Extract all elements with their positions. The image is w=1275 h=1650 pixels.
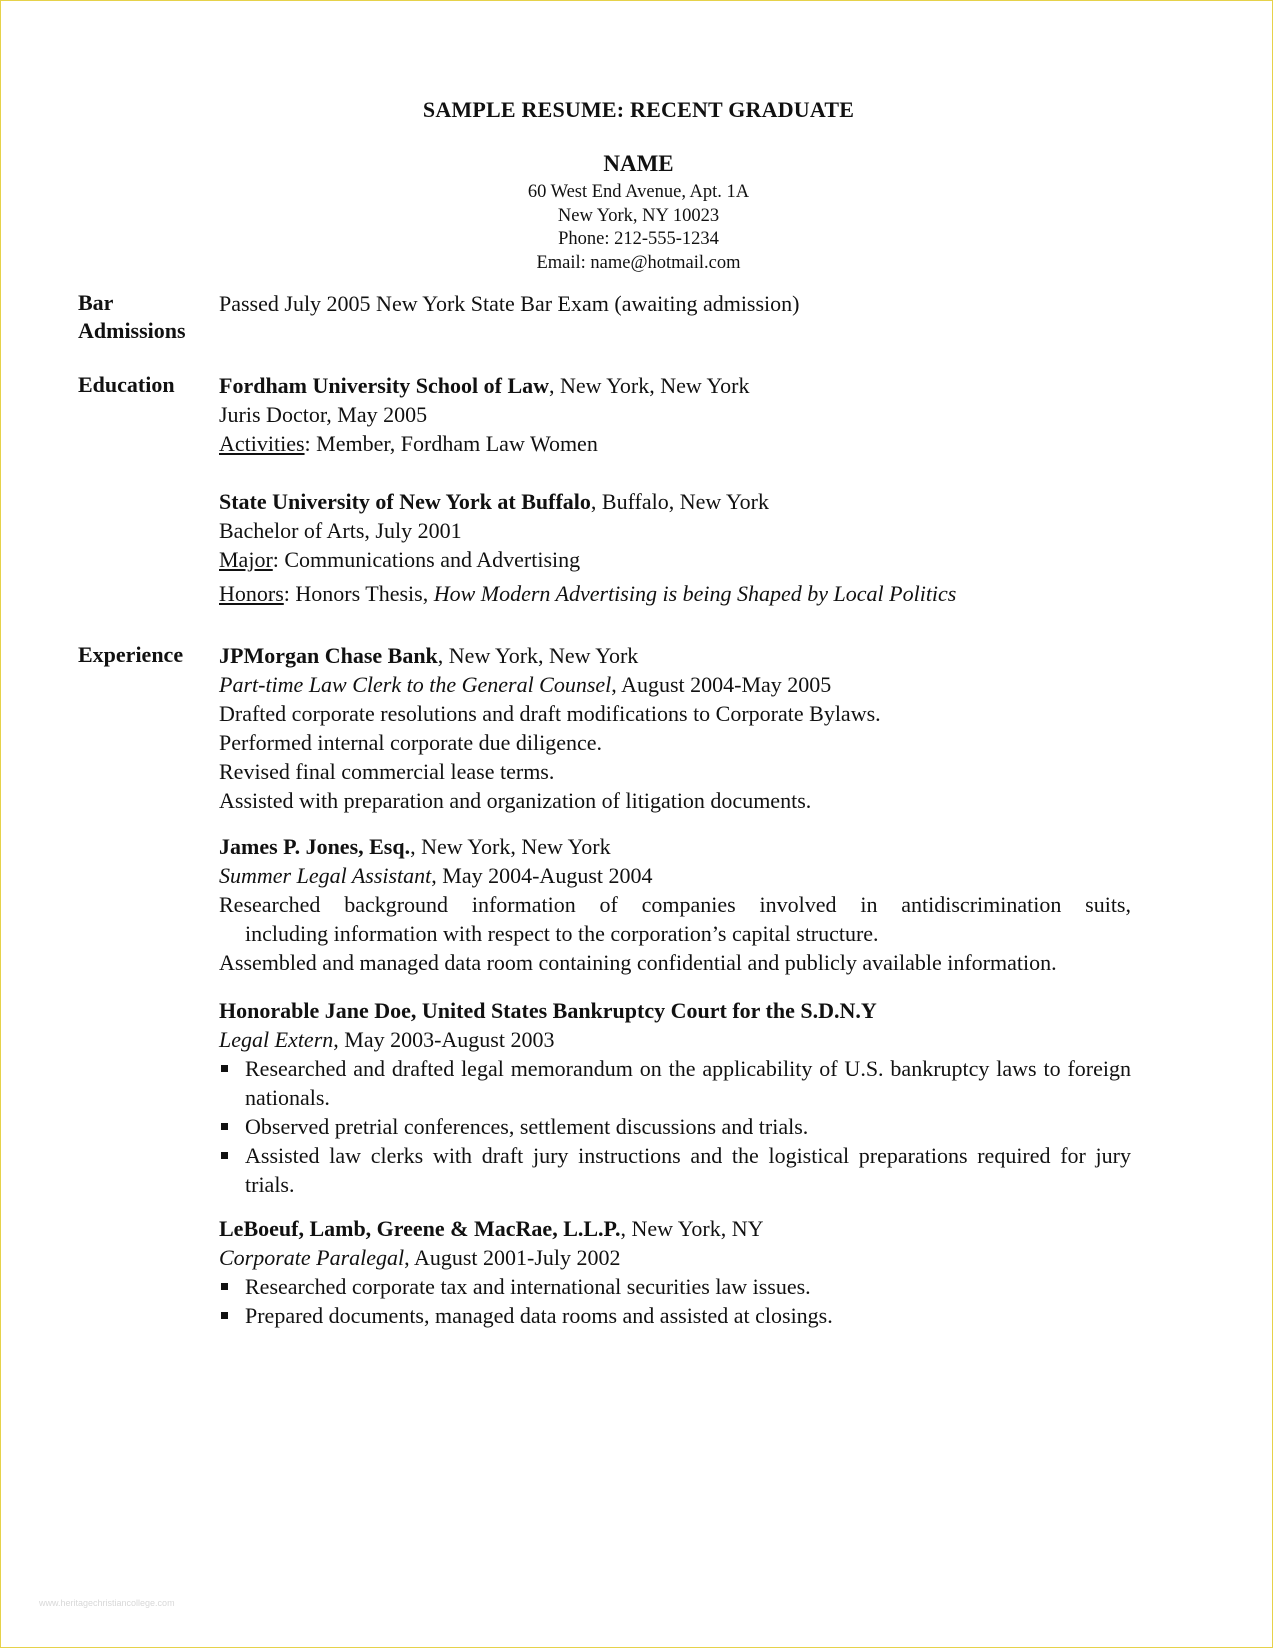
doe-position [219, 1025, 1131, 1054]
address-line-1: 60 West End Avenue, Apt. 1A [527, 182, 750, 202]
suny-heading [219, 487, 1131, 516]
suny-degree: Bachelor of Arts, July 2001 [219, 518, 462, 543]
duty-line: Assisted with preparation and organization of litigation documents. [219, 788, 812, 813]
school-name: State University of New York at Buffalo [219, 489, 591, 514]
bar-label-line-2: Admissions [78, 318, 186, 343]
position-dates: , May 2003-August 2003 [333, 1027, 555, 1052]
section-label-education: Education [78, 372, 175, 397]
major-text: : Communications and Advertising [272, 547, 581, 572]
school-location: , Buffalo, New York [590, 489, 769, 514]
contact-block [1, 181, 1275, 275]
position-title: Part-time Law Clerk to the General Counsel [219, 672, 612, 697]
bullet-text: Observed pretrial conferences, settlement discussions and trials. [245, 1114, 809, 1139]
school-name: Fordham University School of Law [219, 373, 549, 398]
duty-line-continued: including information with respect to the corporation’s capital structure. [245, 921, 879, 946]
duty-line: Revised final commercial lease terms. [219, 759, 555, 784]
employer-name: James P. Jones, Esq. [219, 834, 411, 859]
honors-text: : Honors Thesis, [283, 581, 434, 606]
suny-honors [219, 579, 1131, 608]
bar-exam-status: Passed July 2005 New York State Bar Exam (awaiting admission) [219, 291, 800, 316]
jones-position [219, 861, 1131, 890]
suny-major [219, 545, 1131, 574]
employer-name: LeBoeuf, Lamb, Greene & MacRae, L.L.P. [219, 1216, 621, 1241]
experience-leboeuf [219, 1214, 1131, 1330]
bar-admissions-content [219, 289, 1131, 318]
address-line-2: New York, NY 10023 [557, 205, 720, 226]
education-suny [219, 487, 1131, 608]
major-label: Major [219, 547, 273, 572]
bullet-item [219, 1301, 1131, 1330]
bullet-item [219, 1054, 1131, 1112]
jpm-heading [219, 641, 1131, 670]
activities-label: Activities [219, 431, 305, 456]
bullet-marker [221, 1123, 228, 1130]
bullet-marker [221, 1312, 228, 1319]
candidate-name: NAME [603, 151, 674, 176]
bullet-marker [221, 1152, 228, 1159]
activities-text: : Member, Fordham Law Women [304, 431, 598, 456]
section-label-experience: Experience [78, 642, 184, 667]
bullet-text: Researched and drafted legal memorandum on the applicability of U.S. bankruptcy laws to foreign nationals. [245, 1056, 1131, 1110]
employer-location: , New York, NY [620, 1216, 764, 1241]
duty-line: Assembled and managed data room containing confidential and publicly available information. [219, 950, 1057, 975]
bullet-item [219, 1272, 1131, 1301]
honors-thesis-title: How Modern Advertising is being Shaped by Local Politics [433, 581, 957, 606]
duty-line: Drafted corporate resolutions and draft modifications to Corporate Bylaws. [219, 701, 881, 726]
doe-heading: Honorable Jane Doe, United States Bankruptcy Court for the S.D.N.Y [219, 998, 877, 1023]
position-dates: , August 2001-July 2002 [404, 1245, 621, 1270]
jones-heading [219, 832, 1131, 861]
phone: Phone: 212-555-1234 [558, 229, 719, 249]
section-label-bar-admissions [78, 289, 218, 345]
email: Email: name@hotmail.com [536, 252, 741, 273]
fordham-activities [219, 429, 1131, 458]
bullet-item [219, 1112, 1131, 1141]
position-title: Summer Legal Assistant [219, 863, 432, 888]
school-location: , New York, New York [549, 373, 750, 398]
bullet-item [219, 1141, 1131, 1199]
bullet-marker [221, 1283, 228, 1290]
document-title: SAMPLE RESUME: RECENT GRADUATE [422, 97, 855, 122]
bar-label-line-1: Bar [78, 290, 114, 315]
employer-location: , New York, New York [410, 834, 611, 859]
bullet-text: Prepared documents, managed data rooms and assisted at closings. [245, 1303, 833, 1328]
experience-jpmorgan [219, 641, 1131, 815]
position-title: Legal Extern [219, 1027, 334, 1052]
leboeuf-heading [219, 1214, 1131, 1243]
watermark: www.heritagechristiancollege.com [39, 1598, 175, 1608]
bullet-text: Researched corporate tax and international securities law issues. [245, 1274, 811, 1299]
duty-line: Performed internal corporate due diligence. [219, 730, 603, 755]
employer-location: , New York, New York [437, 643, 639, 668]
education-fordham [219, 371, 1131, 458]
experience-jones [219, 832, 1131, 977]
honors-label: Honors [219, 581, 284, 606]
fordham-heading [219, 371, 1131, 400]
bullet-text: Assisted law clerks with draft jury instructions and the logistical preparations required for jury trials. [245, 1143, 1131, 1197]
fordham-degree: Juris Doctor, May 2005 [219, 402, 428, 427]
jpm-position [219, 670, 1131, 699]
position-dates: , May 2004-August 2004 [431, 863, 653, 888]
position-title: Corporate Paralegal [219, 1245, 405, 1270]
position-dates: , August 2004-May 2005 [611, 672, 832, 697]
employer-name: JPMorgan Chase Bank [219, 643, 438, 668]
leboeuf-position [219, 1243, 1131, 1272]
experience-doe [219, 996, 1131, 1199]
bullet-marker [221, 1065, 228, 1072]
duty-line: Researched background information of companies involved in antidiscrimination suits, [219, 892, 1131, 917]
